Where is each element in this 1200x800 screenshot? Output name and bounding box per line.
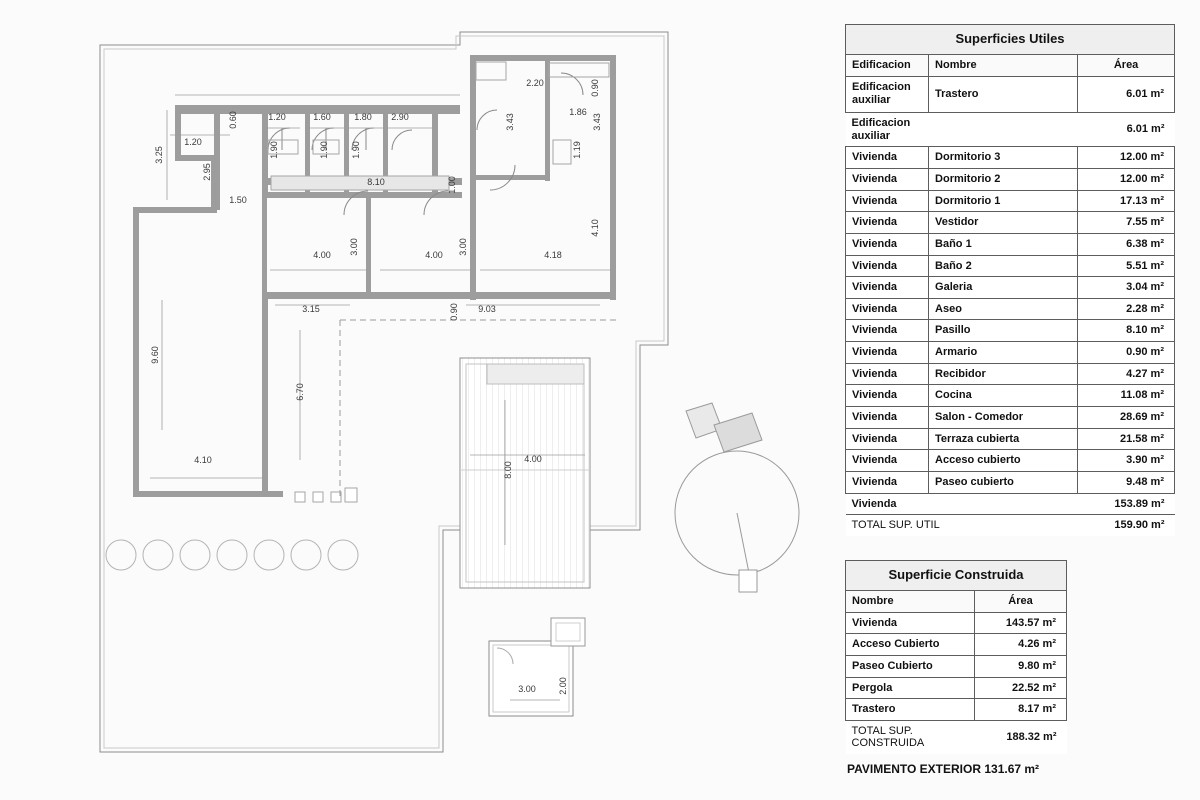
dimension-label: 1.20 xyxy=(268,112,286,122)
dimension-label: 1.19 xyxy=(572,141,582,159)
dimension-label: 1.90 xyxy=(319,141,329,159)
dimension-label: 0.90 xyxy=(590,79,600,97)
cell-edificacion: Vivienda xyxy=(846,471,929,493)
cell-nombre: Terraza cubierta xyxy=(929,428,1078,450)
cell-nombre: Acceso cubierto xyxy=(929,450,1078,472)
dimension-label: 9.60 xyxy=(150,346,160,364)
cell-nombre: Trastero xyxy=(846,699,975,721)
dimension-label: 1.20 xyxy=(184,137,202,147)
table-superficies-utiles xyxy=(845,24,1175,536)
table-row xyxy=(846,277,1175,299)
dimension-label: 1.90 xyxy=(351,141,361,159)
cell-edificacion: Edificacion auxiliar xyxy=(846,113,929,147)
table-row xyxy=(846,363,1175,385)
table-row xyxy=(846,169,1175,191)
table-row xyxy=(846,471,1175,493)
cell-area: 2.28 m² xyxy=(1078,298,1175,320)
cell-nombre: Paseo cubierto xyxy=(929,471,1078,493)
dimension-label: 3.43 xyxy=(505,113,515,131)
table-row xyxy=(846,385,1175,407)
dimension-label: 4.10 xyxy=(590,219,600,237)
cell-nombre: Aseo xyxy=(929,298,1078,320)
cell-nombre: Dormitorio 3 xyxy=(929,147,1078,169)
table-row xyxy=(846,342,1175,364)
dimension-label: 3.00 xyxy=(518,684,536,694)
table-row xyxy=(846,76,1175,113)
cell-edificacion: Vivienda xyxy=(846,212,929,234)
cell-area: 22.52 m² xyxy=(975,677,1067,699)
table-row xyxy=(846,428,1175,450)
cell-nombre: Recibidor xyxy=(929,363,1078,385)
dimension-label: 3.00 xyxy=(458,238,468,256)
total-construida-label: TOTAL SUP. CONSTRUIDA xyxy=(846,720,975,754)
cell-edificacion: Vivienda xyxy=(846,169,929,191)
cell-nombre xyxy=(929,493,1078,515)
dimension-label: 9.03 xyxy=(478,304,496,314)
dimension-label: 4.00 xyxy=(425,250,443,260)
superficie-construida-table xyxy=(845,560,1067,754)
dimension-label: 1.80 xyxy=(354,112,372,122)
cell-edificacion: Edificacion auxiliar xyxy=(846,76,929,113)
dimension-label: 6.70 xyxy=(295,383,305,401)
table-row xyxy=(846,493,1175,515)
superficie-construida-body xyxy=(846,612,1067,720)
cell-edificacion: Vivienda xyxy=(846,298,929,320)
cell-nombre: Pasillo xyxy=(929,320,1078,342)
cell-area: 7.55 m² xyxy=(1078,212,1175,234)
col-header-nombre-2: Nombre xyxy=(846,590,975,612)
cell-nombre: Dormitorio 2 xyxy=(929,169,1078,191)
col-header-area: Área xyxy=(1078,54,1175,76)
cell-edificacion: Vivienda xyxy=(846,277,929,299)
cell-edificacion: Vivienda xyxy=(846,363,929,385)
dimension-label: 4.00 xyxy=(313,250,331,260)
table-title-utiles: Superficies Utiles xyxy=(846,25,1175,55)
table-row xyxy=(846,113,1175,147)
cell-area: 0.90 m² xyxy=(1078,342,1175,364)
cell-nombre xyxy=(929,113,1078,147)
cell-nombre: Armario xyxy=(929,342,1078,364)
dimension-label: 1.60 xyxy=(313,112,331,122)
cell-edificacion: Vivienda xyxy=(846,147,929,169)
col-header-edificacion: Edificacion xyxy=(846,54,929,76)
cell-area: 143.57 m² xyxy=(975,612,1067,634)
cell-area: 3.90 m² xyxy=(1078,450,1175,472)
cell-edificacion: Vivienda xyxy=(846,407,929,429)
pavimento-exterior-note: PAVIMENTO EXTERIOR 131.67 m² xyxy=(847,762,1040,776)
table-row xyxy=(846,190,1175,212)
cell-area: 12.00 m² xyxy=(1078,169,1175,191)
cell-edificacion: Vivienda xyxy=(846,493,929,515)
dimension-label: 1.86 xyxy=(569,107,587,117)
cell-nombre: Acceso Cubierto xyxy=(846,634,975,656)
table-row xyxy=(846,147,1175,169)
col-header-area-2: Área xyxy=(975,590,1067,612)
dimension-label: 4.18 xyxy=(544,250,562,260)
table-row xyxy=(846,407,1175,429)
dimension-label: 1.50 xyxy=(229,195,247,205)
table-row xyxy=(846,212,1175,234)
pool xyxy=(460,358,590,588)
table-row xyxy=(846,655,1067,677)
cell-edificacion: Vivienda xyxy=(846,255,929,277)
cell-area: 9.80 m² xyxy=(975,655,1067,677)
cell-area: 17.13 m² xyxy=(1078,190,1175,212)
table-row xyxy=(846,634,1067,656)
cell-edificacion: Vivienda xyxy=(846,190,929,212)
cell-area: 11.08 m² xyxy=(1078,385,1175,407)
dimension-label: 8.10 xyxy=(367,177,385,187)
dimension-label: 0.60 xyxy=(228,111,238,129)
rotunda-feature xyxy=(675,403,799,592)
tree-row xyxy=(106,540,358,570)
cell-area: 12.00 m² xyxy=(1078,147,1175,169)
table-row xyxy=(846,450,1175,472)
cell-nombre: Baño 1 xyxy=(929,233,1078,255)
cell-area: 5.51 m² xyxy=(1078,255,1175,277)
dimension-label: 1.90 xyxy=(269,141,279,159)
dimension-label: 2.95 xyxy=(202,163,212,181)
dimension-label: 2.00 xyxy=(558,677,568,695)
table-row xyxy=(846,320,1175,342)
cell-edificacion: Vivienda xyxy=(846,233,929,255)
cell-nombre: Vestidor xyxy=(929,212,1078,234)
dimension-label: 1.00 xyxy=(447,176,457,194)
dimension-label: 2.20 xyxy=(526,78,544,88)
cell-nombre: Galeria xyxy=(929,277,1078,299)
cell-edificacion: Vivienda xyxy=(846,385,929,407)
total-construida-value: 188.32 m² xyxy=(975,720,1067,754)
cell-area: 4.27 m² xyxy=(1078,363,1175,385)
cell-nombre: Pergola xyxy=(846,677,975,699)
cell-area: 6.01 m² xyxy=(1078,76,1175,113)
cell-nombre: Trastero xyxy=(929,76,1078,113)
dimension-label: 3.25 xyxy=(154,146,164,164)
cell-nombre: Paseo Cubierto xyxy=(846,655,975,677)
dimension-label: 2.90 xyxy=(391,112,409,122)
cell-area: 153.89 m² xyxy=(1078,493,1175,515)
table-row xyxy=(846,233,1175,255)
table-row xyxy=(846,699,1067,721)
dimension-label: 3.15 xyxy=(302,304,320,314)
dimension-label: 3.43 xyxy=(592,113,602,131)
cell-nombre: Vivienda xyxy=(846,612,975,634)
table-row xyxy=(846,677,1067,699)
cell-area: 6.01 m² xyxy=(1078,113,1175,147)
cell-area: 8.10 m² xyxy=(1078,320,1175,342)
cell-nombre: Dormitorio 1 xyxy=(929,190,1078,212)
superficies-utiles-table xyxy=(845,24,1175,536)
cell-edificacion: Vivienda xyxy=(846,450,929,472)
table-superficie-construida xyxy=(845,560,1067,754)
dimension-label: 4.00 xyxy=(524,454,542,464)
cell-area: 8.17 m² xyxy=(975,699,1067,721)
cell-area: 21.58 m² xyxy=(1078,428,1175,450)
total-util-value: 159.90 m² xyxy=(1078,515,1175,536)
trastero-building xyxy=(489,618,585,716)
superficies-utiles-body xyxy=(846,76,1175,515)
cell-area: 6.38 m² xyxy=(1078,233,1175,255)
cell-edificacion: Vivienda xyxy=(846,320,929,342)
cell-area: 4.26 m² xyxy=(975,634,1067,656)
cell-area: 28.69 m² xyxy=(1078,407,1175,429)
table-row xyxy=(846,612,1067,634)
col-header-nombre: Nombre xyxy=(929,54,1078,76)
cell-nombre: Salon - Comedor xyxy=(929,407,1078,429)
table-row xyxy=(846,255,1175,277)
cell-edificacion: Vivienda xyxy=(846,428,929,450)
cell-nombre: Baño 2 xyxy=(929,255,1078,277)
cell-area: 9.48 m² xyxy=(1078,471,1175,493)
table-row xyxy=(846,298,1175,320)
cell-edificacion: Vivienda xyxy=(846,342,929,364)
dimension-label: 4.10 xyxy=(194,455,212,465)
dimension-label: 8.00 xyxy=(503,461,513,479)
dimension-label: 3.00 xyxy=(349,238,359,256)
table-title-construida: Superficie Construida xyxy=(846,561,1067,591)
cell-area: 3.04 m² xyxy=(1078,277,1175,299)
cell-nombre: Cocina xyxy=(929,385,1078,407)
dimension-label: 0.90 xyxy=(449,303,459,321)
total-util-label: TOTAL SUP. UTIL xyxy=(846,515,1078,536)
